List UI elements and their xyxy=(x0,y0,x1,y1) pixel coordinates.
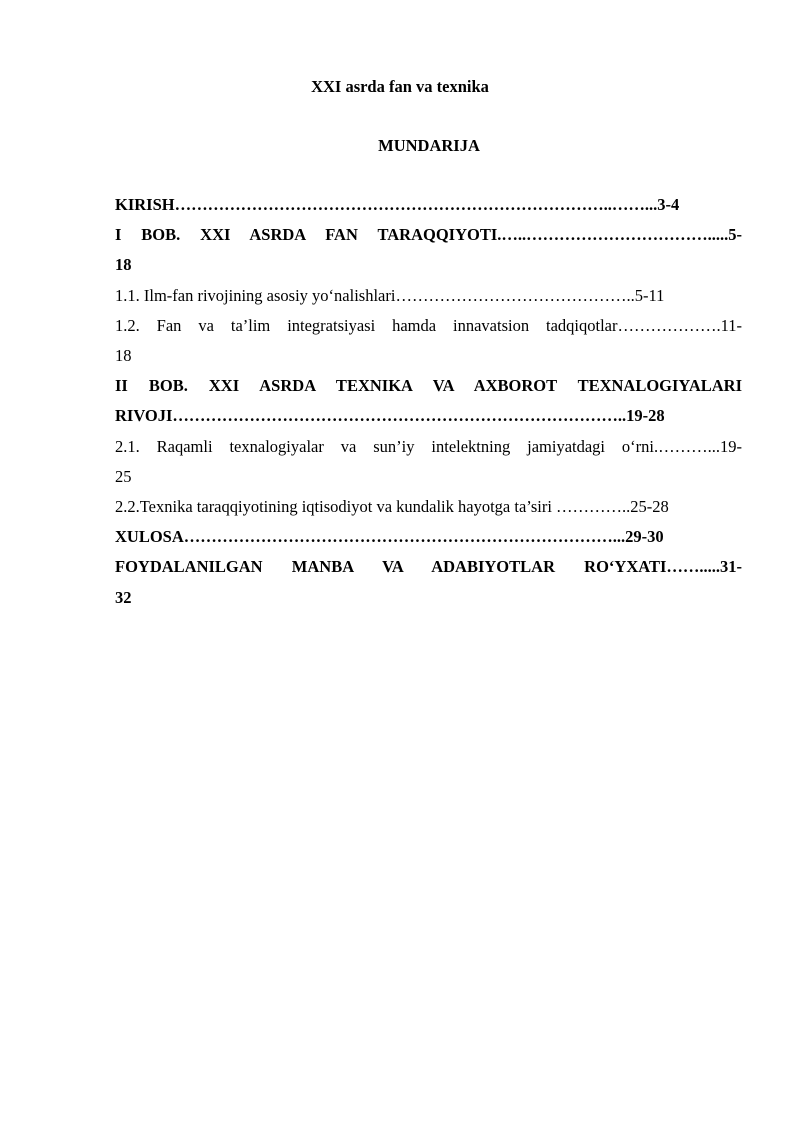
toc-entry-line: 1.2. Fan va ta’lim integratsiyasi hamda innavatsion tadqiqotlar……………….11- xyxy=(115,315,742,335)
toc-entry-kirish xyxy=(115,190,742,220)
toc-entry-line: II BOB. XXI ASRDA TEXNIKA VA AXBOROT TEXNALOGIYALARI xyxy=(115,376,742,396)
toc-entry-section-1-2 xyxy=(115,311,742,371)
toc-entry-line: 25 xyxy=(115,466,132,486)
toc-entry-line: I BOB. XXI ASRDA FAN TARAQQIYOTI.…..…………………………….....5- xyxy=(115,225,742,245)
toc-entry-line: 18 xyxy=(115,346,132,366)
toc-entry-line: RIVOJI………………………………………………………………………..19-28 xyxy=(115,406,665,426)
toc-entry-chapter-1 xyxy=(115,220,742,280)
document-title: XXI asrda fan va texnika xyxy=(311,77,489,96)
toc-entry-section-1-1 xyxy=(115,281,742,311)
table-of-contents xyxy=(115,190,742,613)
toc-entry-line: 2.2.Texnika taraqqiyotining iqtisodiyot va kundalik hayotga ta’siri …………..25-28 xyxy=(115,497,669,517)
toc-entry-line: KIRISH……………………………………………………………………..……...3-4 xyxy=(115,195,680,214)
toc-entry-line: 32 xyxy=(115,587,132,607)
toc-entry-line: 1.1. Ilm-fan rivojining asosiy yo‘nalishlari……………………………………..5-11 xyxy=(115,285,665,305)
toc-entry-line: FOYDALANILGAN MANBA VA ADABIYOTLAR RO‘YXATI…….....31- xyxy=(115,557,742,577)
toc-entry-line: 2.1. Raqamli texnalogiyalar va sun’iy intelektning jamiyatdagi o‘rni.………...19- xyxy=(115,436,742,456)
toc-entry-xulosa xyxy=(115,522,742,552)
toc-entry-references xyxy=(115,552,742,612)
toc-entry-line: XULOSA……………………………………………………………………...29-30 xyxy=(115,527,664,547)
toc-heading: MUNDARIJA xyxy=(378,136,480,155)
toc-entry-section-2-2 xyxy=(115,492,742,522)
toc-entry-line: 18 xyxy=(115,255,132,275)
toc-entry-chapter-2 xyxy=(115,371,742,431)
toc-entry-section-2-1 xyxy=(115,432,742,492)
